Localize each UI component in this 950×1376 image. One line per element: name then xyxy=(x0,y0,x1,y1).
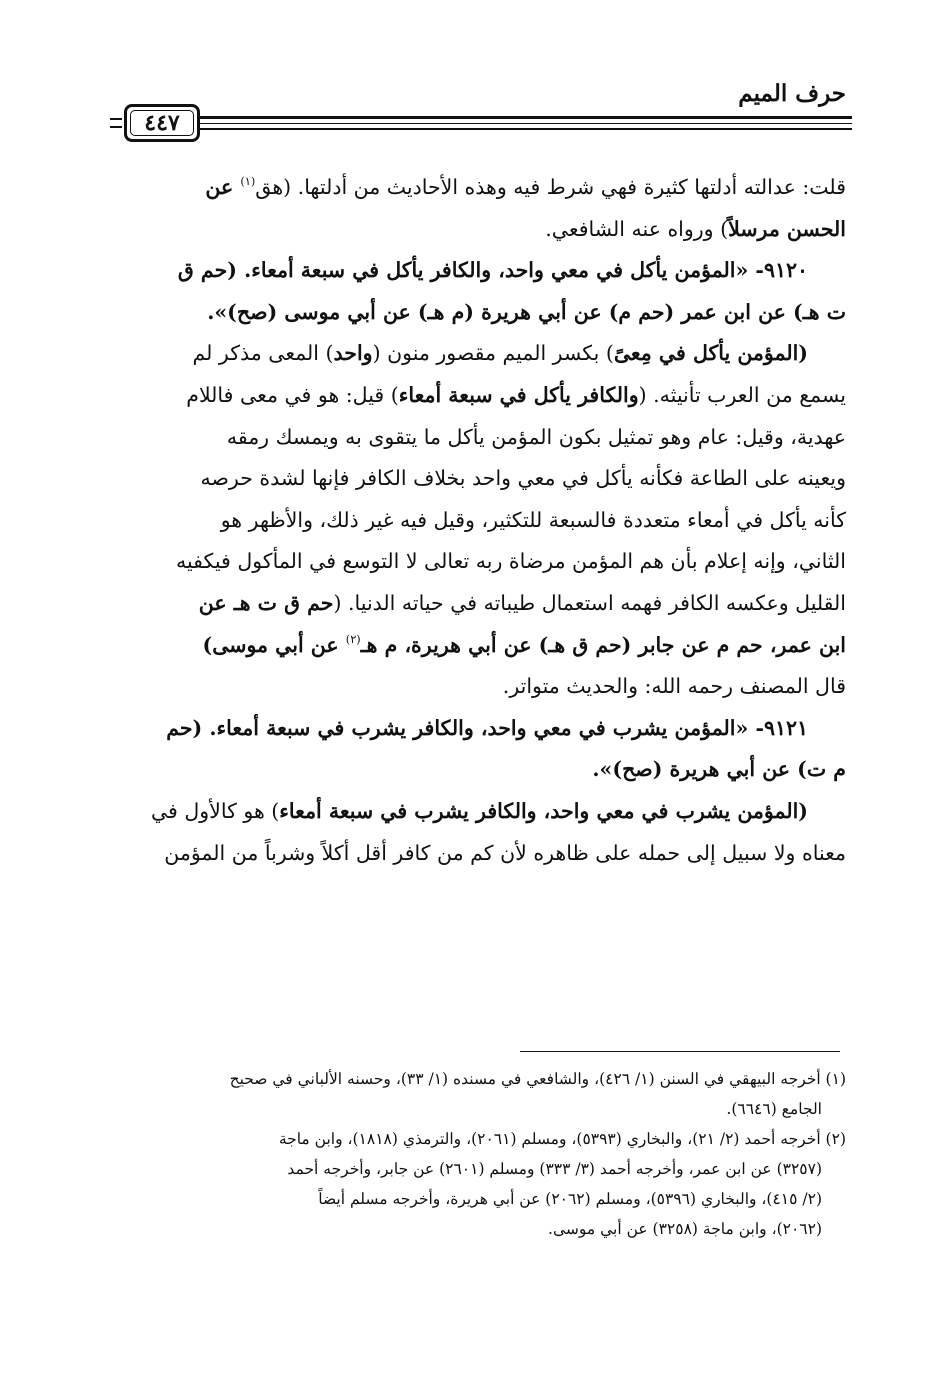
page-number: ٤٤٧ xyxy=(144,110,180,136)
hadith-line: م ت) عن أبي هريرة (صح)». xyxy=(592,757,846,782)
main-text xyxy=(112,167,846,874)
footnote-line: (٣٢٥٧) عن ابن عمر، وأخرجه أحمد (٣/ ٣٣٣) ومسلم (٢٦٠١) عن جابر، وأخرجه أحمد xyxy=(287,1160,822,1178)
text-line: عن xyxy=(205,175,241,199)
text-line: واحد xyxy=(333,341,373,366)
chapter-title: حرف الميم xyxy=(738,80,846,107)
commentary-9121 xyxy=(112,791,846,874)
text-line: ) المعى مذكر لم xyxy=(192,341,334,366)
header-rule xyxy=(200,116,852,119)
text-line: ) ورواه عنه الشافعي. xyxy=(545,216,729,241)
footnote-1 xyxy=(120,1064,846,1094)
text-line: ابن عمر، حم م عن جابر (حم ق هـ) عن أبي هريرة، م هـ xyxy=(360,632,846,657)
paragraph-comment-intro xyxy=(112,167,846,250)
header-rule-tail xyxy=(110,118,122,120)
commentary-9120 xyxy=(112,333,846,707)
footnote-line: (٢) أخرجه أحمد (٢/ ٢١)، والبخاري (٥٣٩٣)، ومسلم (٢٠٦١)، والترمذي (١٨١٨)، وابن ماجة xyxy=(278,1130,846,1148)
text-line: ) هو كالأول في xyxy=(150,798,280,823)
footnote-ref: (٢) xyxy=(345,632,361,646)
text-line: عن أبي موسى) xyxy=(202,632,346,657)
text-line: القليل وعكسه الكافر فهمه استعمال طيباته في حياته الدنيا. ( xyxy=(333,590,846,615)
header-rule xyxy=(200,128,852,130)
text-line: يسمع من العرب تأنيثه. ( xyxy=(638,382,846,407)
footnote-line: (٢/ ٤١٥)، والبخاري (٥٣٩٦)، ومسلم (٢٠٦٢) عن أبي هريرة، وأخرجه مسلم أيضاً xyxy=(318,1190,822,1208)
footnote-line: (٢٠٦٢)، وابن ماجة (٣٢٥٨) عن أبي موسى. xyxy=(548,1220,822,1238)
text-line: (المؤمن يأكل في مِعىً xyxy=(613,341,808,366)
text-line: ) قيل: هو في معى فاللام xyxy=(186,382,399,407)
text-line: عهدية، وقيل: عام وهو تمثيل بكون المؤمن يأكل ما يتقوى به ويمسك رمقه xyxy=(226,424,846,449)
footnote-line: (١) أخرجه البيهقي في السنن (١/ ٤٢٦)، والشافعي في مسنده (١/ ٣٣)، وحسنه الألباني في صحيح xyxy=(229,1070,846,1088)
page-number-frame xyxy=(124,104,200,142)
header-rule-tail xyxy=(110,126,122,128)
hadith-line: ت هـ) عن ابن عمر (حم م) عن أبي هريرة (م هـ) عن أبي موسى (صح)». xyxy=(207,299,846,324)
header-rule xyxy=(200,123,852,124)
text-line: قلت: عدالته أدلتها كثيرة فهي شرط فيه وهذه الأحاديث من أدلتها. (هق xyxy=(255,175,846,199)
hadith-9120 xyxy=(112,250,846,333)
text-line: معناه ولا سبيل إلى حمله على ظاهره لأن كم من كافر أقل أكلاً وشرباً من المؤمن xyxy=(164,840,846,865)
hadith-9121 xyxy=(112,708,846,791)
text-line: ويعينه على الطاعة فكأنه يأكل في معي واحد بخلاف الكافر فإنها لشدة حرصه xyxy=(200,466,846,491)
hadith-line: ٩١٢١- «المؤمن يشرب في معي واحد، والكافر يشرب في سبعة أمعاء. (حم xyxy=(166,715,808,740)
text-line: الثاني، وإنه إعلام بأن هم المؤمن مرضاة ربه تعالى لا التوسع في المأكول فيكفيه xyxy=(175,549,846,574)
footnote-separator xyxy=(520,1051,840,1052)
footnote-2 xyxy=(120,1124,846,1154)
text-line: قال المصنف رحمه الله: والحديث متواتر. xyxy=(502,674,846,699)
hadith-line: ٩١٢٠- «المؤمن يأكل في معي واحد، والكافر يأكل في سبعة أمعاء. (حم ق xyxy=(177,258,808,283)
text-line: حم ق ت هـ عن xyxy=(198,590,334,615)
footnote-ref: (١) xyxy=(240,174,256,188)
text-line: الحسن مرسلاً xyxy=(728,216,846,241)
text-line: والكافر يأكل في سبعة أمعاء xyxy=(398,382,639,407)
footnote-line: الجامع (٦٦٤٦). xyxy=(726,1100,822,1118)
footnote-2-cont xyxy=(120,1154,822,1244)
text-line: كأنه يأكل في أمعاء متعددة فالسبعة للتكثير، وقيل فيه غير ذلك، والأظهر هو xyxy=(220,507,846,532)
footnotes xyxy=(120,1064,846,1244)
footnote-1-cont xyxy=(120,1094,822,1124)
text-line: (المؤمن يشرب في معي واحد، والكافر يشرب في سبعة أمعاء xyxy=(279,798,808,823)
text-line: ) بكسر الميم مقصور منون ( xyxy=(372,341,614,366)
